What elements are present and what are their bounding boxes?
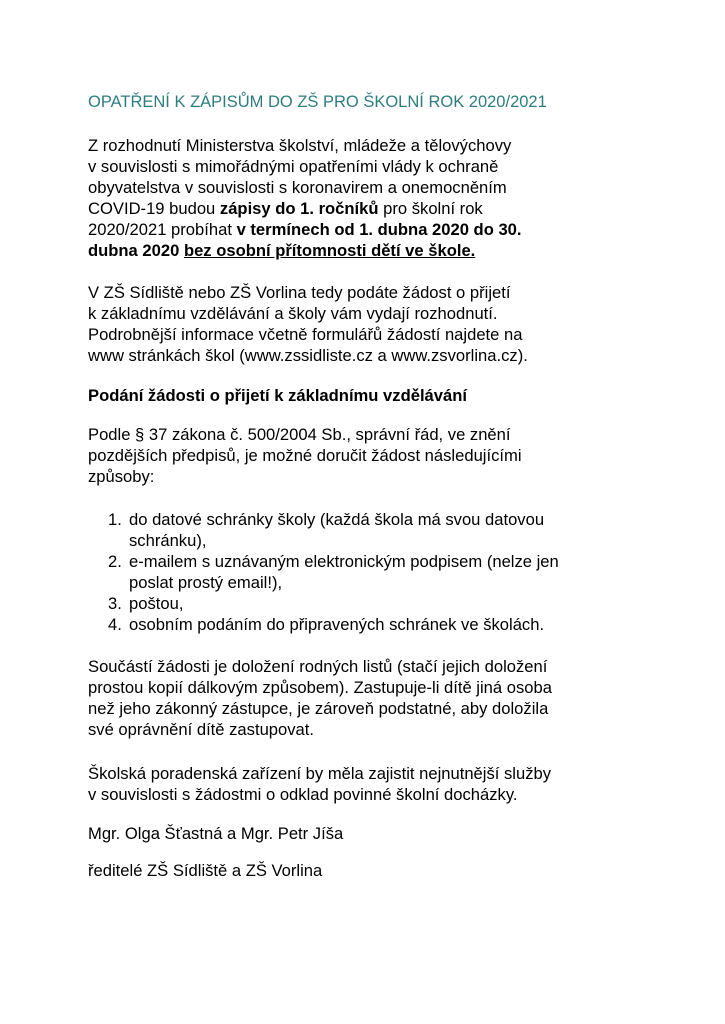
paragraph-line: obyvatelstva v souvislosti s koronavirem a onemocněním (88, 178, 507, 197)
list-item-text: poštou, (129, 594, 184, 613)
list-number: 4. (108, 615, 122, 634)
paragraph-line: své oprávnění dítě zastupovat. (88, 720, 315, 739)
paragraph-line: V ZŠ Sídliště nebo ZŠ Vorlina tedy podáte žádost o přijetí (88, 283, 511, 302)
bold-text-dates: v termínech od 1. dubna 2020 do 30. (236, 220, 522, 239)
paragraph-line: Součástí žádosti je doložení rodných listů (stačí jejich doložení (88, 657, 548, 676)
paragraph-documents (88, 656, 552, 740)
paragraph-line (88, 219, 522, 240)
paragraph-line: k základnímu vzdělávání a školy vám vydají rozhodnutí. (88, 304, 498, 323)
paragraph-line (88, 240, 522, 261)
paragraph-line: v souvislosti s žádostmi o odklad povinné školní docházky. (88, 785, 518, 804)
list-item-text: e-mailem s uznávaným elektronickým podpisem (nelze jen (129, 552, 559, 571)
signature (88, 823, 343, 844)
paragraph-line: způsoby: (88, 467, 155, 486)
signature-role-block (88, 860, 322, 881)
submission-methods-list (108, 509, 559, 635)
paragraph-schools (88, 282, 528, 366)
list-number: 1. (108, 510, 122, 529)
paragraph-line: www stránkách škol (www.zssidliste.cz a www.zsvorlina.cz). (88, 346, 528, 365)
list-number: 2. (108, 552, 122, 571)
list-item (108, 509, 559, 530)
paragraph-line: Podle § 37 zákona č. 500/2004 Sb., správní řád, ve znění (88, 425, 511, 444)
paragraph-line: pozdějších předpisů, je možné doručit žádost následujícími (88, 446, 522, 465)
list-number: 3. (108, 594, 122, 613)
paragraph-law (88, 424, 522, 487)
list-item-continuation: poslat prostý email!), (129, 573, 283, 592)
underlined-bold-text: bez osobní přítomnosti dětí ve škole. (183, 241, 476, 260)
bold-text-dates-end: dubna 2020 (88, 241, 180, 260)
text-run: pro školní rok (378, 199, 483, 218)
paragraph-intro (88, 135, 522, 261)
list-item (108, 614, 559, 635)
bold-text-enrollment: zápisy do 1. ročníků (219, 199, 379, 218)
paragraph-line: v souvislosti s mimořádnými opatřeními vlády k ochraně (88, 157, 499, 176)
text-run: COVID-19 budou (88, 199, 220, 218)
signature-names: Mgr. Olga Šťastná a Mgr. Petr Jíša (88, 824, 344, 843)
paragraph-line: Z rozhodnutí Ministerstva školství, mládeže a tělovýchovy (88, 136, 512, 155)
section-heading (88, 385, 467, 406)
paragraph-line: Podrobnější informace včetně formulářů žádostí najdete na (88, 325, 523, 344)
paragraph-line: než jeho zákonný zástupce, je zároveň podstatné, aby doložila (88, 699, 549, 718)
list-item-text: osobním podáním do připravených schránek ve školách. (129, 615, 545, 634)
list-item (108, 551, 559, 572)
paragraph-counseling (88, 763, 551, 805)
document-title: OPATŘENÍ K ZÁPISŮM DO ZŠ PRO ŠKOLNÍ ROK 2020/2021 (88, 93, 547, 111)
section-heading-text: Podání žádosti o přijetí k základnímu vzdělávání (88, 386, 467, 405)
text-run: 2020/2021 probíhat (88, 220, 237, 239)
paragraph-line (88, 198, 522, 219)
list-item (108, 593, 559, 614)
signature-role: ředitelé ZŠ Sídliště a ZŠ Vorlina (88, 861, 323, 880)
paragraph-line: prostou kopií dálkovým způsobem). Zastupuje-li dítě jiná osoba (88, 678, 552, 697)
list-item-continuation: schránku), (129, 531, 207, 550)
paragraph-line: Školská poradenská zařízení by měla zajistit nejnutnější služby (88, 764, 552, 783)
list-item-text: do datové schránky školy (každá škola má svou datovou (129, 510, 545, 529)
